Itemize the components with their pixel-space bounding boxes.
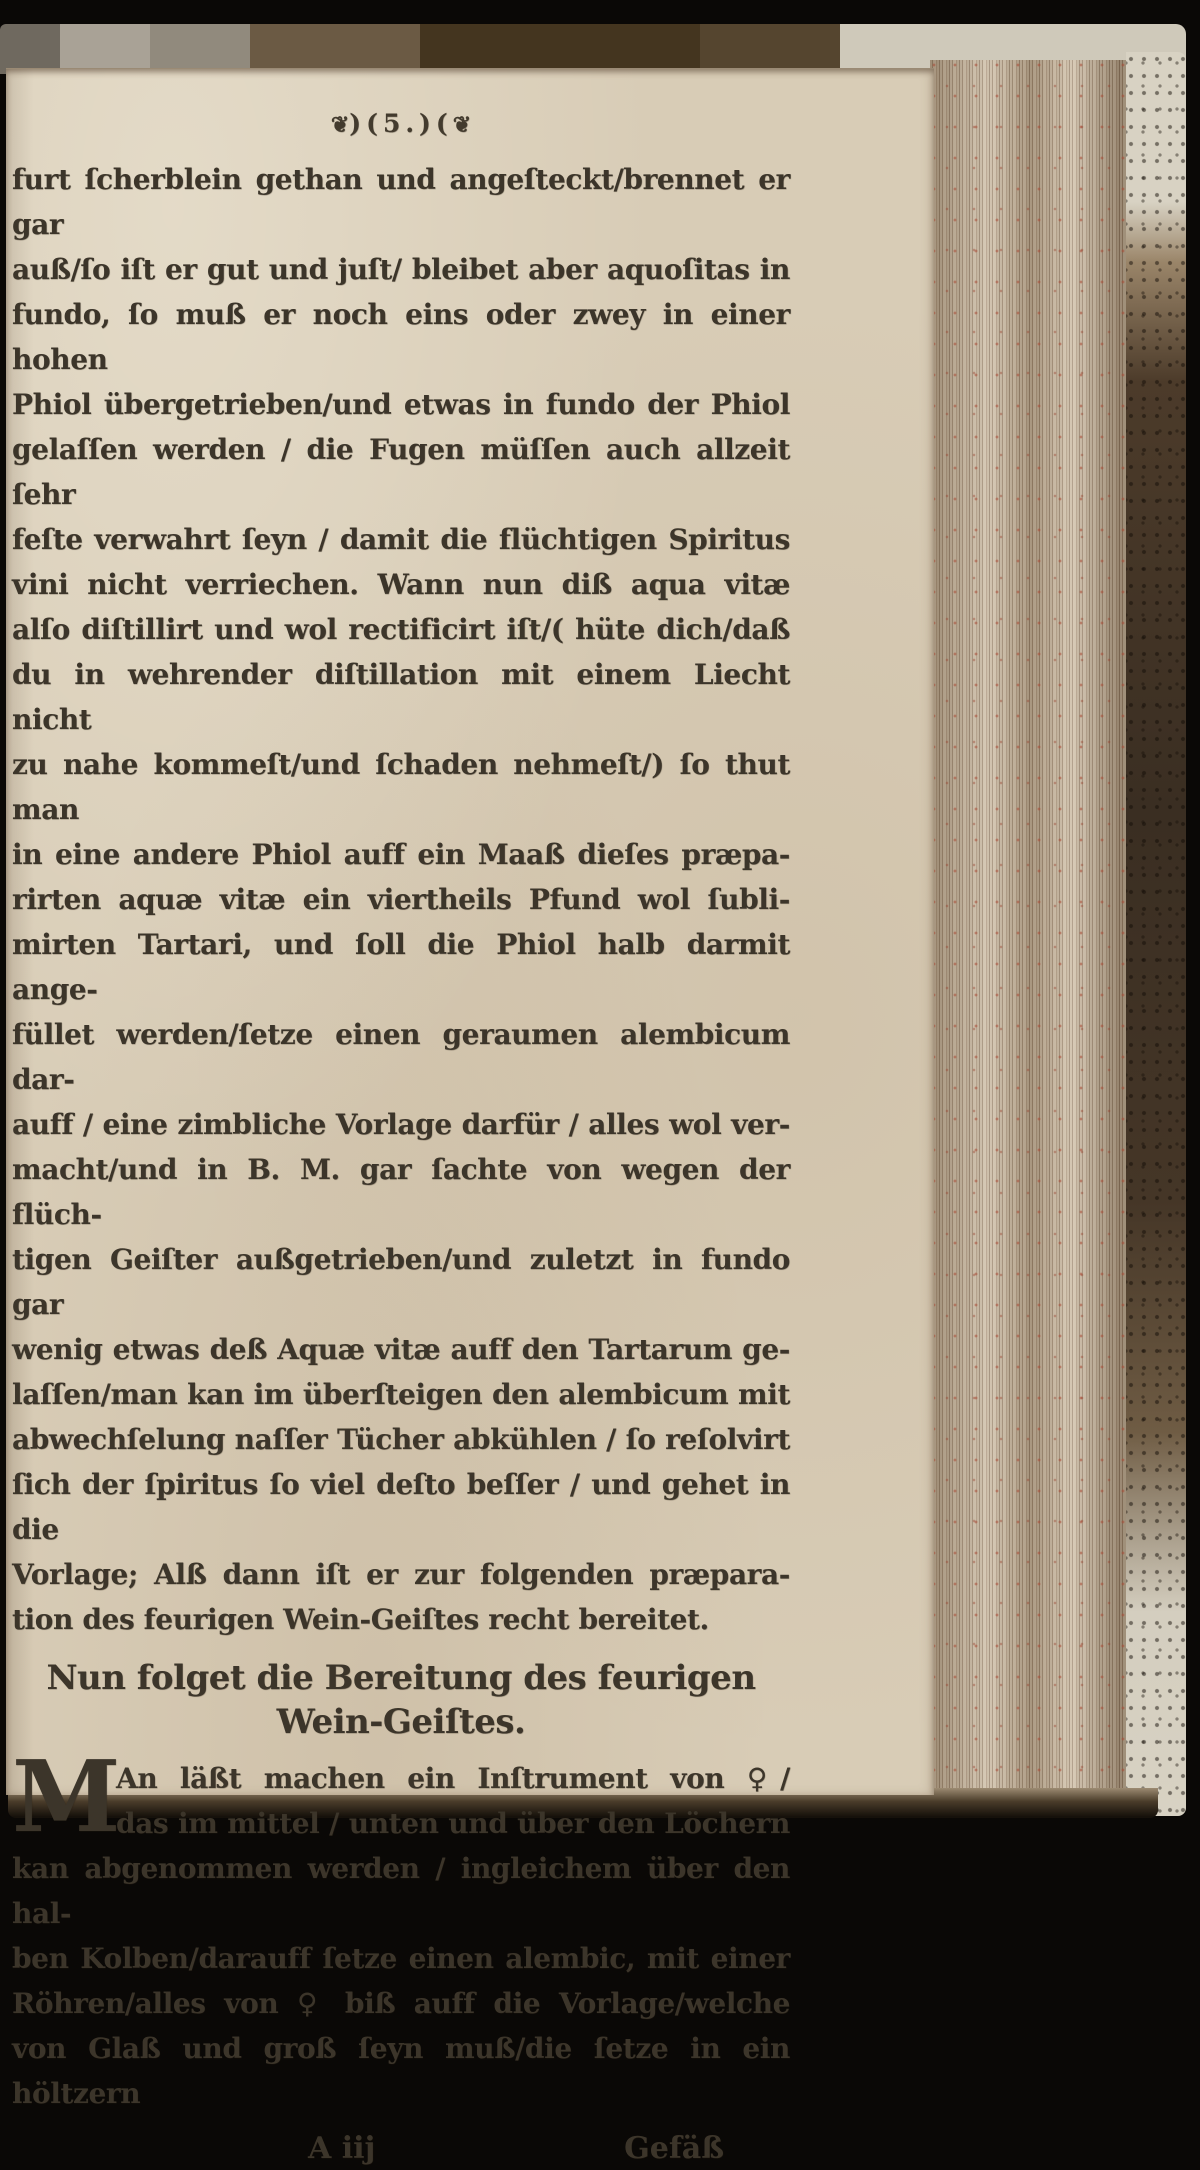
text-line: wenig etwas deß Aquæ vitæ auff den Tartarum ge-: [12, 1333, 790, 1366]
text-line: gelaſſen werden / die Fugen müſſen auch allzeit ſehr: [12, 433, 790, 511]
section-heading: [12, 1656, 790, 1744]
catchword: Gefäß: [624, 2130, 724, 2166]
paragraph-2: [12, 1740, 790, 2116]
text-line: An läßt machen ein Inſtrument von ♀/: [116, 1762, 790, 1795]
text-line: du in wehrender diſtillation mit einem Liecht nicht: [12, 658, 790, 736]
text-line: abwechſelung naſſer Tücher abkühlen / ſo reſolvirt: [12, 1423, 790, 1456]
page-footer: [12, 2126, 790, 2170]
text-line: tigen Geiſter außgetrieben/und zuletzt in fundo gar: [12, 1243, 790, 1321]
text-line: mirten Tartari, und ſoll die Phiol halb darmit ange-: [12, 928, 790, 1006]
text-line: das im mittel / unten und über den Löchern: [116, 1807, 790, 1840]
heading-line: Nun folget die Bereitung des feurigen: [46, 1658, 756, 1698]
text-line: von Glaß und groß ſeyn muß/die ſetze in ein höltzern: [12, 2032, 790, 2110]
signature-mark: A iij: [308, 2130, 376, 2166]
text-line: Vorlage; Alß dann iſt er zur folgenden præpara-: [12, 1558, 790, 1591]
text-line: feſte verwahrt ſeyn / damit die flüchtigen Spiritus: [12, 523, 790, 556]
text-line: zu nahe kommeſt/und ſchaden nehmeſt/) ſo thut man: [12, 748, 790, 826]
header-ornament-right-icon: ❦: [452, 112, 472, 138]
text-line: kan abgenommen werden / ingleichem über den hal-: [12, 1852, 790, 1930]
book-page: [6, 68, 934, 2166]
paragraph-1: [12, 157, 790, 1642]
drop-cap-initial: M: [12, 1740, 121, 1855]
text-line: vini nicht verriechen. Wann nun diß aqua vitæ: [12, 568, 790, 601]
text-line: alſo diſtillirt und wol rectificirt iſt/( hüte dich/daß: [12, 613, 790, 646]
heading-line: Wein-Geiſtes.: [276, 1702, 526, 1742]
text-line: in eine andere Phiol auff ein Maaß dieſes præpa-: [12, 838, 790, 871]
text-block: [12, 69, 790, 2170]
page-header: [12, 109, 790, 143]
text-line: ſich der ſpiritus ſo viel deſto beſſer / und gehet in die: [12, 1468, 790, 1546]
page-number: )(5.)(: [349, 109, 453, 138]
header-ornament-left-icon: ❦: [330, 112, 350, 138]
text-line: rirten aquæ vitæ ein viertheils Pfund wol ſubli-: [12, 883, 790, 916]
text-line: Röhren/alles von ♀ biß auff die Vorlage/welche: [12, 1987, 790, 2020]
text-line: tion des feurigen Wein-Geiſtes recht bereitet.: [12, 1603, 709, 1636]
parchment-binding-edge: [1126, 52, 1186, 1816]
text-line: macht/und in B. M. gar ſachte von wegen der flüch-: [12, 1153, 790, 1231]
text-line: ben Kolben/darauff ſetze einen alembic, mit einer: [12, 1942, 790, 1975]
fore-edge-page-stack: [930, 60, 1126, 1796]
text-line: fundo, ſo muß er noch eins oder zwey in einer hohen: [12, 298, 790, 376]
text-line: Phiol übergetrieben/und etwas in fundo der Phiol: [12, 388, 790, 421]
text-line: füllet werden/ſetze einen geraumen alembicum dar-: [12, 1018, 790, 1096]
text-line: auff / eine zimbliche Vorlage darfür / alles wol ver-: [12, 1108, 790, 1141]
text-line: auß/ſo iſt er gut und juſt/ bleibet aber aquoſitas in: [12, 253, 790, 286]
text-line: laſſen/man kan im überſteigen den alembicum mit: [12, 1378, 790, 1411]
text-line: furt ſcherblein gethan und angeſteckt/brennet er gar: [12, 163, 790, 241]
